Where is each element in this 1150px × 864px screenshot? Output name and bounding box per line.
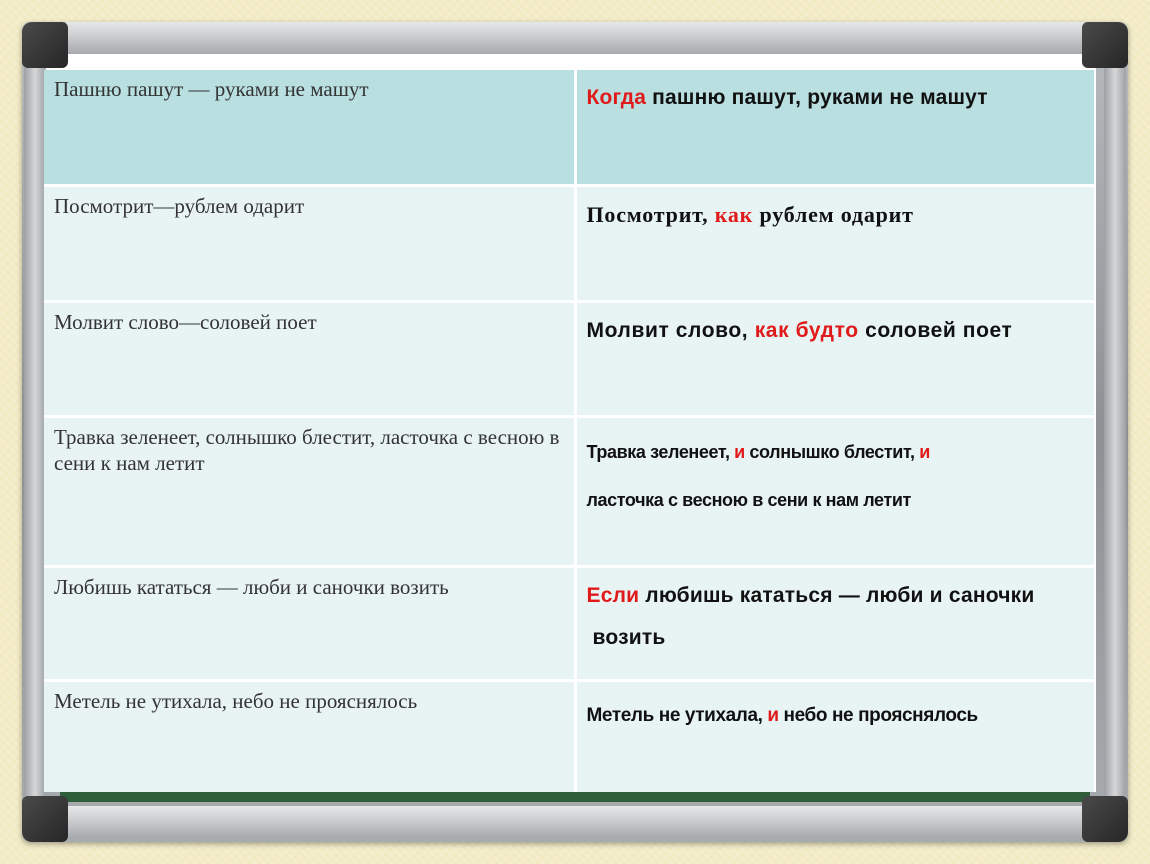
- original-text: Любишь кататься — люби и саночки возить: [54, 575, 449, 599]
- original-cell: [44, 681, 575, 793]
- fixed-text-part: рублем одарит: [753, 202, 914, 227]
- fixed-cell: [575, 186, 1094, 302]
- conjunction-highlight: и: [767, 705, 779, 726]
- proverbs-table: [44, 70, 1094, 792]
- fixed-text-line: ласточка с весною в сени к нам летит: [586, 490, 911, 510]
- board-bottom-rail: [66, 806, 1084, 838]
- board-corner-top-right: [1082, 22, 1128, 68]
- fixed-text-part: Молвит слово,: [586, 319, 755, 342]
- fixed-text-part: Посмотрит,: [586, 202, 715, 227]
- conjunction-highlight: как будто: [754, 319, 859, 342]
- fixed-cell: [575, 567, 1094, 681]
- fixed-text: [577, 568, 1095, 652]
- fixed-text-part: Метель не утихала,: [586, 705, 768, 726]
- fixed-cell: [575, 70, 1094, 186]
- fixed-text-part: пашню пашут, руками не машут: [646, 86, 988, 109]
- fixed-cell: [575, 302, 1094, 417]
- original-cell: [44, 417, 575, 567]
- board-left-rail: [24, 68, 46, 796]
- table-row: [44, 302, 1094, 417]
- original-text: Молвит слово—соловей поет: [54, 310, 317, 334]
- fixed-cell: [575, 417, 1094, 567]
- original-cell: [44, 567, 575, 681]
- table-row: [44, 681, 1094, 793]
- board-corner-bottom-right: [1082, 796, 1128, 842]
- original-cell: [44, 70, 575, 186]
- board-corner-bottom-left: [22, 796, 68, 842]
- board-right-rail: [1104, 68, 1126, 796]
- fixed-text: [577, 187, 1095, 229]
- fixed-text: [577, 70, 1095, 112]
- board-top-rail: [66, 22, 1084, 54]
- table-row: [44, 70, 1094, 186]
- fixed-text: [577, 303, 1095, 345]
- fixed-text-part: небо не прояснялось: [778, 705, 978, 726]
- original-text: Пашню пашут — руками не машут: [54, 77, 369, 101]
- table-row: [44, 567, 1094, 681]
- fixed-text-part: любишь кататься — люби и саночки: [639, 584, 1035, 607]
- conjunction-highlight: и: [919, 442, 930, 462]
- fixed-text-part: соловей поет: [858, 319, 1013, 342]
- original-text: Травка зеленеет, солнышко блестит, ласточка с весною в сени к нам летит: [54, 425, 560, 475]
- original-cell: [44, 302, 575, 417]
- fixed-text-part: Травка зеленеет,: [586, 442, 735, 462]
- fixed-text-line: возить: [592, 626, 666, 649]
- original-text: Посмотрит—рублем одарит: [54, 194, 305, 218]
- fixed-text: [577, 682, 1095, 730]
- fixed-text: [577, 418, 1095, 514]
- original-text: Метель не утихала, небо не прояснялось: [54, 689, 418, 713]
- conjunction-highlight: как: [714, 202, 754, 227]
- conjunction-highlight: и: [734, 442, 745, 462]
- fixed-text-part: солнышко блестит,: [744, 442, 920, 462]
- board-green-strip: [60, 792, 1090, 802]
- conjunction-highlight: Когда: [586, 86, 647, 109]
- table-row: [44, 186, 1094, 302]
- fixed-cell: [575, 681, 1094, 793]
- board-corner-top-left: [22, 22, 68, 68]
- table-row: [44, 417, 1094, 567]
- conjunction-highlight: Если: [586, 584, 640, 607]
- original-cell: [44, 186, 575, 302]
